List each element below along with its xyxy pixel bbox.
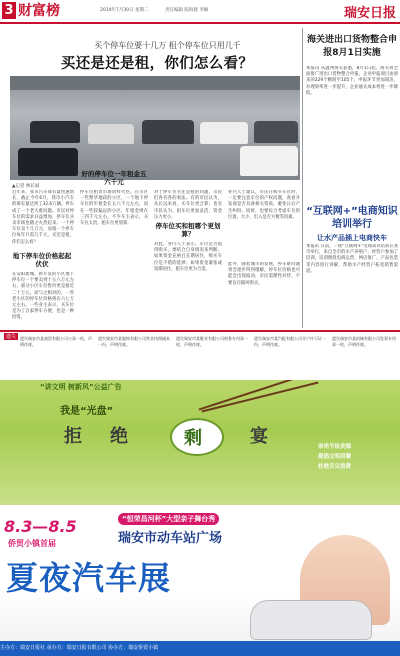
ad2-main-title: 夏夜汽车展 [6,559,172,597]
article-subhead-3: 停车位买和租哪个更划算？ [155,222,221,238]
column-divider [302,28,303,328]
ad1-char: 绝 [110,426,128,447]
newspaper-logo: 瑞安日报 [343,6,396,21]
car-show-ad [0,505,400,656]
sidebar-story1-title: 海关进出口货物整合申报8月1日实施 [306,35,397,58]
ad1-line: 杜绝舌尖浪费 [318,464,352,470]
notice-divider [0,330,400,332]
sidebar-story2-subtitle: 让水产品插上电商快车 [317,234,387,242]
car-photo [250,600,372,640]
parking-lot-photo [10,76,300,180]
article-col1-text: 近年来，我市汽车保有量快速增长，截止今年6月，我市小汽车的保有量达到了32.6万辆。停车成了一个老大难问题。市民对停车位的需求日益增加，停车位买卖市场也随之火热起来。一个停车位卖十几万元，而租一个停车位每年只需几千元，买还是租，你们怎么看？ [12,190,74,245]
ad2-venue: 瑞安市动车站广场 [118,531,223,546]
ad2-footer: 主办方：瑞安日报社 承办方：瑞安日报有限公司 协办方：瑞安侨贸小镇 [0,641,400,656]
sidebar-story1-text: 本报讯 从温州海关获悉，8月1日起，海关将全面推广进出口货物整合申报，企业申报项目由原来的229个精简至105个，申报环节更加简洁，办理效率进一步提升，企业通关成本将进一步降低。 [306,66,398,96]
issue-date: 2019年7月30日 星期二 [100,8,149,13]
photo-caption: ▲记者 林长斌 [12,184,40,189]
article-col1-text2: 在安阳新城，新开发的小区地下停车位一个要卖到十五六万元左右，部分小区车位售价更是接近二十万元。而与之相对的，一些老小区的停车位价格则在六七万元左右。一些业主表示，买车位是为了自家停车方便，也是一种投资。 [12,272,74,321]
article-headline: 买还是还是租，你们怎么看？ [60,56,254,72]
sidebar-story2-text: 本报讯 日前，一场“互联网+”电商知识培训在我市举行，来自全市的水产养殖户、经营户参加了培训。培训围绕电商运营、网店推广、产品包装等内容进行讲解，帮助水产经营户拓宽销售渠道。 [306,244,398,274]
public-service-ad [0,380,400,505]
notice-item: 遗失瑞安市某鞋业有限公司财务专用章一枚，声明作废。 [176,336,248,347]
ad1-line: 提倡文明用餐 [318,454,352,460]
ad1-char: 拒 [64,426,82,447]
ad1-char: 剩 [184,428,202,449]
article-col2-text: 停车位租赁市场同样火热。在市区一些繁华地段的小区，一个地下停车位的年租金在五六千元左右，而在一些较偏远的小区，年租金则在三四千元左右。不少车主表示，买车位太贵，租车位更划算。 [80,190,148,227]
article-subhead-1: 地下停车位价格起起伏伏 [12,252,72,268]
ad1-line: 崇尚节俭美德 [318,444,352,450]
ad1-char: 宴 [250,426,268,447]
chopstick-icon [202,382,319,413]
article-col4-text: 业内人士建议，市民在购买车位时，一定要注意车位的产权问题，查看开发商是否具备相关资质，避免日后产生纠纷。同时，也要综合考虑车位的位置、大小、出入是否方便等因素。 [228,190,300,220]
section-name: 财富榜 [18,3,60,19]
ad2-brand: 侨贸小镇首届 [8,539,56,548]
article-col3-text: 对于停车位买还是租的问题，市民们各有各的看法。有的市民认为，从长远来看，买车位更合算；也有市民认为，租车位更加灵活，资金压力更小。 [154,190,222,220]
notice-label: 遗失 [6,334,17,340]
editors: 责任编辑 陈海建 李楠 [165,8,209,13]
sidebar-story2-title: “互联网+”电商知识培训举行 [306,206,398,230]
ad1-title: 我是“光盘” [60,406,114,417]
section-number: 3 [2,2,16,19]
notice-item: 遗失瑞安市某商贸有限公司公章一枚，声明作废。 [20,336,92,347]
article-col3-text2: 对此，业内人士表示，车位是否值得购买，要结合自身情况来判断。如果资金充裕且长期居住，购买车位是不错的选择；如果资金紧张或短期居住，租车位更为合适。 [154,242,222,272]
notice-item: 遗失瑞安市某汽配有限公司开户许可证一份，声明作废。 [254,336,326,347]
ad2-event: “恒荣昌河杯”大型亲子舞台秀 [118,513,219,525]
ad1-slogan: “讲文明 树新风”公益广告 [40,383,122,391]
notice-item: 遗失瑞安市某机械有限公司发票专用章一枚，声明作废。 [332,336,396,347]
ad2-dates: 8.3—8.5 [4,517,77,536]
article-subhead-2: 好的停车位一年租金五六千元 [81,170,147,186]
notice-item: 遗失瑞安市某服饰有限公司营业执照副本一份，声明作废。 [98,336,170,347]
article-col4-text2: 此外，随着城市的发展，停车难问题将会逐步得到缓解，停车位价格也可能会出现波动，市民需理性对待，不要盲目跟风购买。 [228,262,300,286]
article-kicker: 买个停车位要十几万 租个停车位只用几千 [94,41,241,50]
